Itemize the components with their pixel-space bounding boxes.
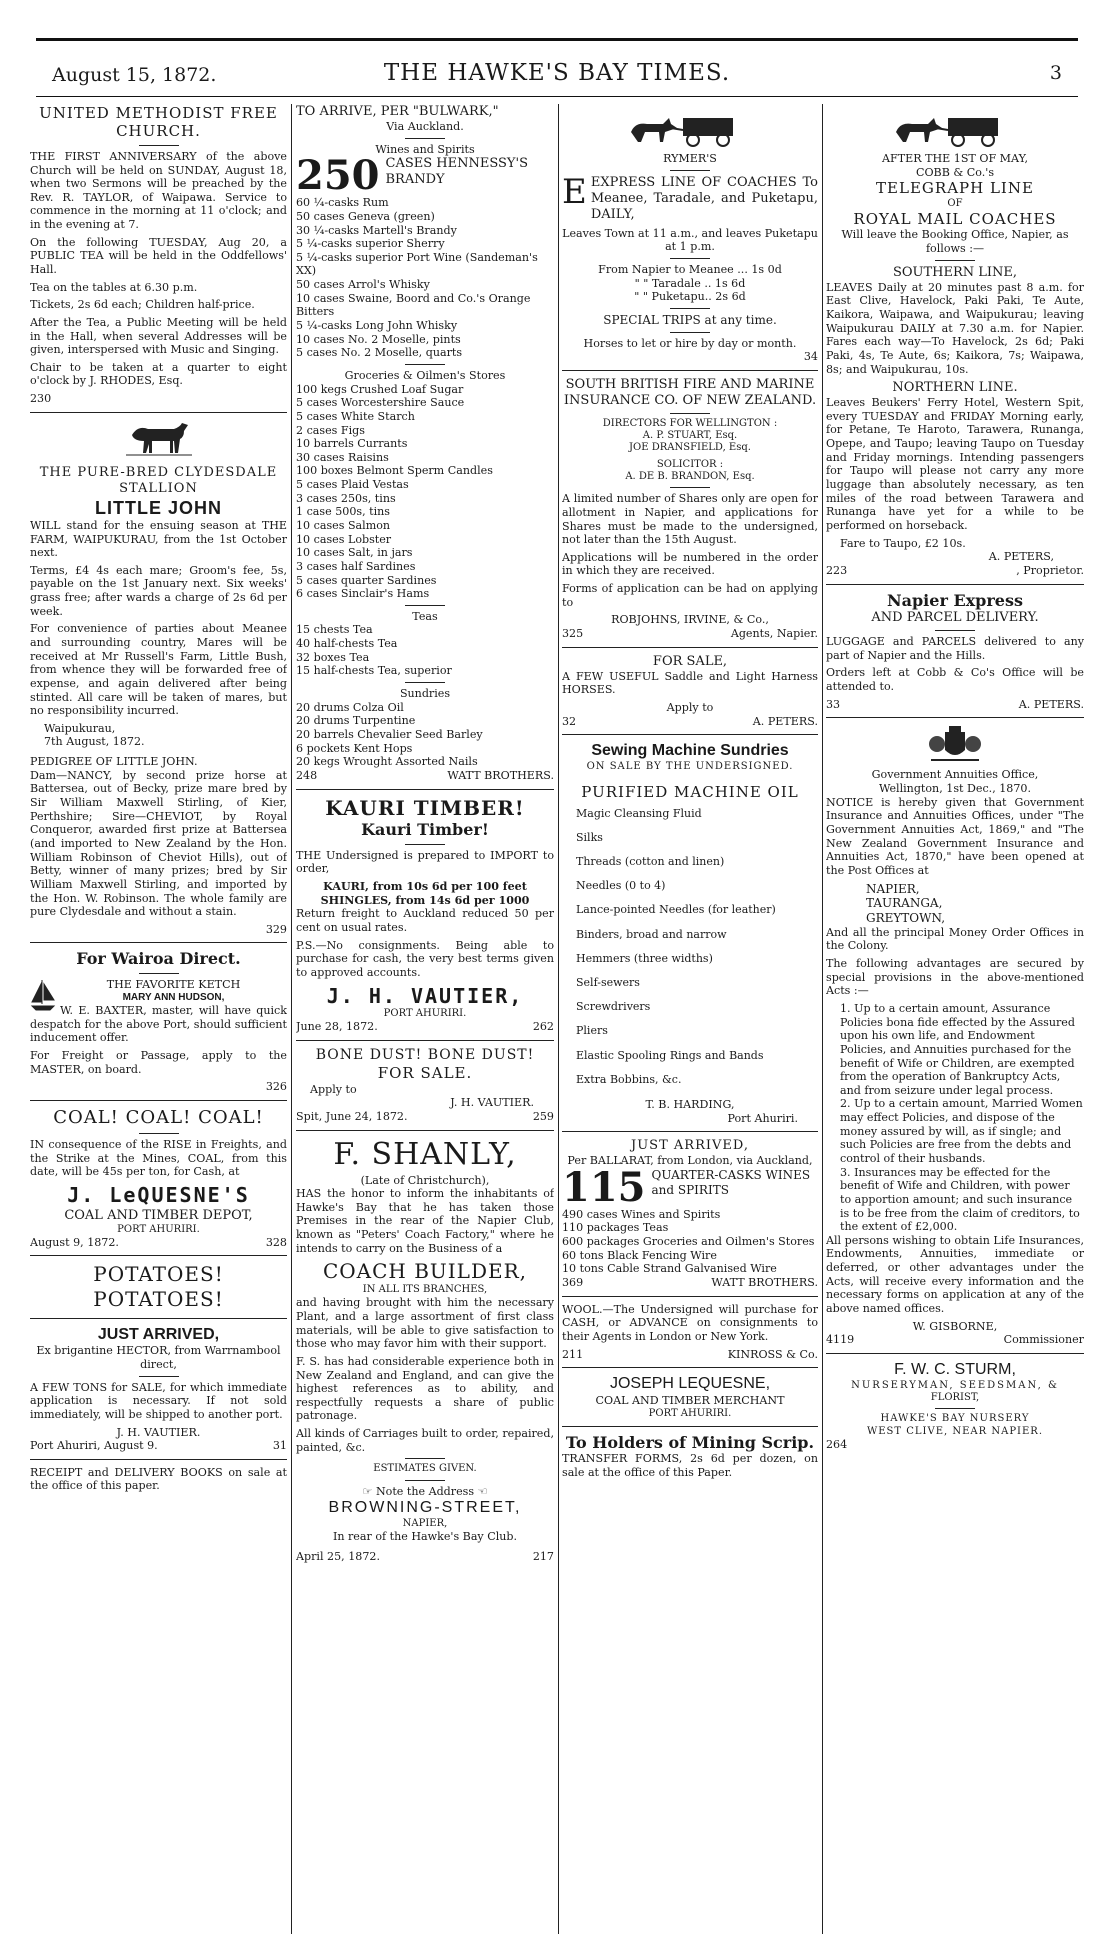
ad-place: Port Ahuriri. xyxy=(727,1111,798,1125)
ad-text: Forms of application can be had on applying to xyxy=(562,582,818,609)
list-item: Threads (cotton and linen) xyxy=(576,855,725,869)
ad-place: HAWKE'S BAY NURSERY xyxy=(880,1413,1030,1425)
issue-date: August 15, 1872. xyxy=(52,64,217,86)
ad-text: Leaves Town at 11 a.m., and leaves Puketapu at 1 p.m. xyxy=(562,226,818,254)
list-item: 15 half-chests Tea, superior xyxy=(296,664,452,678)
list-item: 1 case 500s, tins xyxy=(296,505,390,519)
address: BROWNING-STREET, xyxy=(328,1499,522,1517)
ad-signature: WATT BROTHERS. xyxy=(447,768,554,782)
ad-text: Applications will be numbered in the order in which they are received. xyxy=(562,550,818,578)
ad-signature: J. H. VAUTIER. xyxy=(116,1425,201,1439)
shanly-ad xyxy=(296,1137,554,1564)
ad-signature: W. GISBORNE, xyxy=(912,1319,998,1333)
ad-text: OF xyxy=(947,197,963,209)
list-item: 100 kegs Crushed Loaf Sugar xyxy=(296,382,464,396)
list-item: 10 cases Swaine, Boord and Co.'s Orange Bitters xyxy=(296,291,531,319)
ad-text: And all the principal Money Order Offices in the Colony. xyxy=(826,925,1084,953)
list-item: Silks xyxy=(576,830,603,844)
ad-text: Tickets, 2s 6d each; Children half-price. xyxy=(30,298,255,312)
ad-date: Spit, June 24, 1872. xyxy=(296,1110,408,1124)
ad-text: , Proprietor. xyxy=(1016,563,1084,577)
ad-text: QUARTER-CASKS WINES and SPIRITS xyxy=(651,1167,811,1197)
list-item: 6 pockets Kent Hops xyxy=(296,741,413,755)
merchant-name: J. LeQUESNE'S xyxy=(67,1182,250,1207)
wool-ad xyxy=(562,1303,818,1362)
list-item: 5 cases quarter Sardines xyxy=(296,573,437,587)
ad-text: A limited number of Shares only are open for allotment in Napier, and applications for Shares must be made to the undersigned, not later than the 15th August. xyxy=(562,492,818,547)
rymer-ad: RYMER'S EEXPRESS LINE OF COACHES To Meanee, Taradale, and Puketapu, DAILY, Leaves Town at 11 a.m., and leaves Puketapu at 1 p.m. From Napier to Meanee ... 1s 0d " " Taradale .. 1s 6d " " Puketapu.. 2s 6d SPECIAL TRIPS at any time. Horses to let or hire by day or month. 34 xyxy=(562,152,818,364)
ad-title: JUST ARRIVED, xyxy=(631,1138,749,1154)
ballarat-ad xyxy=(562,1138,818,1289)
header-rule xyxy=(36,96,1078,97)
column-2 xyxy=(296,104,554,1934)
ad-text: For Freight or Passage, apply to the MASTER, on board. xyxy=(30,1048,287,1076)
list-item: Screwdrivers xyxy=(576,1000,651,1014)
coach-icon xyxy=(625,108,755,148)
ad-text: Terms, £4 4s each mare; Groom's fee, 5s, payable on the 1st January next. Six weeks' grass free; after wards a charge of 2s 6d per week. xyxy=(30,563,287,618)
ad-number: 31 xyxy=(272,1439,287,1453)
ad-subtitle: SOLICITOR : xyxy=(656,458,724,470)
page-number: 3 xyxy=(1049,62,1062,84)
quantity-highlight: 250 xyxy=(296,152,380,200)
ad-title: RYMER'S xyxy=(663,152,717,165)
annuities-ad xyxy=(826,768,1084,1347)
list-item: 10 barrels Currants xyxy=(296,437,408,451)
ad-title: F. SHANLY, xyxy=(333,1136,517,1172)
section-heading: Teas xyxy=(412,609,438,623)
ad-place: PORT AHURIRI. xyxy=(117,1223,200,1235)
pointing-hand-icon: ☞ xyxy=(362,1484,373,1498)
methodist-ad xyxy=(30,104,287,406)
ad-title: TELEGRAPH LINE xyxy=(876,179,1034,198)
list-item: 10 cases Salt, in jars xyxy=(296,546,413,560)
ad-text: Will leave the Booking Office, Napier, as follows :— xyxy=(841,228,1069,256)
coal-ad xyxy=(30,1107,287,1250)
ad-subtitle: Via Auckland. xyxy=(386,119,464,133)
ad-number: 223 xyxy=(826,563,848,577)
bone-dust-ad xyxy=(296,1047,554,1124)
ad-date: June 28, 1872. xyxy=(296,1020,378,1034)
ad-number: 264 xyxy=(826,1437,848,1451)
ad-subtitle: COAL AND TIMBER DEPOT, xyxy=(64,1207,253,1223)
column-divider xyxy=(291,104,292,1934)
ad-date: August 9, 1872. xyxy=(30,1235,119,1249)
ad-text: LUGGAGE and PARCELS delivered to any part of Napier and the Hills. xyxy=(826,635,1084,662)
masthead-rule xyxy=(36,38,1078,41)
ad-text: Tea on the tables at 6.30 p.m. xyxy=(30,280,198,294)
section-heading: Sundries xyxy=(399,687,451,701)
ad-number: 217 xyxy=(532,1549,554,1563)
ad-text: For convenience of parties about Meanee and surrounding country, Mares will be received at Mr Russell's Farm, Little Bush, from whence they will be forwarded free of expense, and again delivered after being stinted. All care will be taken of mares, but no responsibility incurred. xyxy=(30,622,287,718)
ad-text: Ex brigantine HECTOR, from Warrnambool direct, xyxy=(36,1344,281,1371)
list-item: 20 drums Colza Oil xyxy=(296,700,404,714)
ad-text: WILL stand for the ensuing season at THE FARM, WAIPUKURAU, from the 1st October next. xyxy=(30,518,287,560)
list-item: 30 ¼-casks Martell's Brandy xyxy=(296,223,457,237)
list-item: 20 drums Turpentine xyxy=(296,714,416,728)
ad-subtitle: SOUTHERN LINE, xyxy=(892,264,1018,280)
ad-text: PURIFIED MACHINE OIL xyxy=(581,783,799,802)
sewing-ad xyxy=(562,741,818,1125)
ad-text: All kinds of Carriages built to order, repaired, painted, &c. xyxy=(296,1427,554,1454)
ad-text: Orders left at Cobb & Co's Office will be attended to. xyxy=(826,666,1084,694)
list-item: 50 cases Arrol's Whisky xyxy=(296,278,430,292)
ad-title: To Holders of Mining Scrip. xyxy=(565,1432,815,1452)
ad-place: PORT AHURIRI. xyxy=(383,1008,467,1020)
ad-price: SHINGLES, from 14s 6d per 1000 xyxy=(320,893,530,907)
ad-price: KAURI, from 10s 6d per 100 feet xyxy=(323,880,527,894)
list-item: 100 boxes Belmont Sperm Candles xyxy=(296,464,493,478)
list-item: 20 kegs Wrought Assorted Nails xyxy=(296,755,478,769)
ad-place: PORT AHURIRI. xyxy=(648,1407,732,1419)
ad-title: FOR SALE, xyxy=(652,653,728,669)
tea-list xyxy=(296,623,554,678)
ad-subtitle: IN ALL ITS BRANCHES, xyxy=(362,1284,488,1295)
ad-subtitle: JUST ARRIVED, xyxy=(97,1325,220,1343)
ad-title: STALLION xyxy=(119,480,198,496)
ad-text: Return freight to Auckland reduced 50 per cent on usual rates. xyxy=(296,907,554,934)
list-item: Hemmers (three widths) xyxy=(576,951,713,965)
ad-text: THE FIRST ANNIVERSARY of the above Church will be held on SUNDAY, August 18, when two Sermons will be preached by the Rev. R. TAYLOR, of Waipawa. Service to commence in the morning at 11 o'clock; and in the evening at 7. xyxy=(30,149,287,232)
list-item: 40 half-chests Tea xyxy=(296,637,398,651)
list-item: Lance-pointed Needles (for leather) xyxy=(576,903,776,917)
ad-number: 329 xyxy=(265,922,287,936)
ad-number: 262 xyxy=(532,1020,554,1034)
column-divider xyxy=(822,104,823,1934)
town-name: GREYTOWN, xyxy=(866,911,946,925)
ad-date: April 25, 1872. xyxy=(296,1549,380,1563)
ad-text: HAS the honor to inform the inhabitants of Hawke's Bay that he has taken those Premises in the rear of the Napier Club, known as "Peters' Coach Factory," where he intends to carry on the Business of a xyxy=(296,1187,554,1255)
express-ad xyxy=(826,591,1084,712)
sundries-list xyxy=(296,701,554,769)
ad-title: Government Annuities Office, xyxy=(871,768,1039,782)
ad-title: THE PURE-BRED CLYDESDALE xyxy=(39,464,278,480)
ad-title: CHURCH. xyxy=(116,122,201,141)
ad-text: A. P. STUART, Esq. xyxy=(642,430,738,442)
ad-subtitle: FLORIST, xyxy=(930,1391,980,1403)
town-name: NAPIER, xyxy=(866,881,920,896)
ad-text: Horses to let or hire by day or month. xyxy=(583,336,797,350)
ad-title: Sewing Machine Sundries xyxy=(591,742,789,760)
list-item: 60 tons Black Fencing Wire xyxy=(562,1248,717,1262)
ad-signature: ROBJOHNS, IRVINE, & Co., xyxy=(611,613,769,627)
list-item: 20 barrels Chevalier Seed Barley xyxy=(296,727,483,741)
ad-text: WOOL.—The Undersigned will purchase for CASH, or ADVANCE on consignments to their Agents in London or New York. xyxy=(562,1302,818,1343)
ad-subtitle: FOR SALE. xyxy=(377,1064,473,1083)
ad-text: A. DE B. BRANDON, Esq. xyxy=(625,470,755,482)
ad-subtitle: NORTHERN LINE. xyxy=(892,380,1018,396)
ad-text: Commissioner xyxy=(1003,1333,1084,1347)
ad-title: F. W. C. STURM, xyxy=(894,1360,1016,1378)
list-item: 1. Up to a certain amount, Assurance Policies bona fide effected by the Assured upon his own life, and Endowment Policies, and Annuities purchased for the benefit of Wife or Children, are exempted from the operation of Bankruptcy Acts, and from seizure under legal process. xyxy=(840,1001,1075,1097)
list-item: 490 cases Wines and Spirits xyxy=(562,1207,721,1221)
ad-text: All persons wishing to obtain Life Insurances, Endowments, Annuities, immediate or deferred, or other advantages under the Acts, will receive every information and the necessary forms on application at any of the above named offices. xyxy=(826,1233,1084,1316)
ad-subtitle: NURSERYMAN, SEEDSMAN, & xyxy=(851,1379,1059,1391)
ad-text: IN consequence of the RISE in Freights, and the Strike at the Mines, COAL, from this date, will be 45s per ton, for Cash, at xyxy=(30,1138,287,1179)
ad-number: 259 xyxy=(532,1110,554,1124)
list-item: 6 cases Sinclair's Hams xyxy=(296,587,430,601)
horse-icon xyxy=(124,419,194,461)
ad-title: TO ARRIVE, PER "BULWARK," xyxy=(296,104,499,119)
ad-text: EXPRESS LINE OF COACHES To Meanee, Taradale, and Puketapu, DAILY, xyxy=(590,174,818,222)
ad-text: Per BALLARAT, from London, via Auckland, xyxy=(567,1154,813,1168)
ad-subtitle: SPECIAL TRIPS at any time. xyxy=(603,312,777,327)
ad-text: Leaves Beukers' Ferry Hotel, Western Spit, every TUESDAY and FRIDAY Morning early, for Petane, Te Haroto, Tarawera, Runanga, Opepe, and Taupo; leaving Taupo on Tuesday and Friday mornings. Intending passengers for Taupo will please not carry any more luggage than absolutely necessary, as ten miles of the road between Tarawera and Runanga have yet for a while to be performed on horseback. xyxy=(826,396,1084,532)
list-item: 600 packages Groceries and Oilmen's Stores xyxy=(562,1235,815,1249)
fare-row: " " Puketapu.. 2s 6d xyxy=(634,290,746,304)
coach-icon xyxy=(890,108,1020,148)
wairoa-ad xyxy=(30,949,287,1093)
list-item: 2 cases Figs xyxy=(296,423,365,437)
section-heading: Groceries & Oilmen's Stores xyxy=(344,368,506,382)
list-item: 3 cases 250s, tins xyxy=(296,491,396,505)
ad-title: UNITED METHODIST FREE xyxy=(39,104,278,122)
ad-text: Agents, Napier. xyxy=(730,627,818,641)
column-4 xyxy=(826,104,1084,1934)
ad-subtitle: AND PARCEL DELIVERY. xyxy=(871,610,1039,626)
ad-place: NAPIER, xyxy=(402,1517,448,1529)
ad-text: In rear of the Hawke's Bay Club. xyxy=(332,1530,518,1544)
ad-text: After the Tea, a Public Meeting will be held in the Hall, when several Addresses will be given, interspersed with Music and Singing. xyxy=(30,315,287,357)
list-item: 10 cases Salmon xyxy=(296,519,391,532)
ad-place: WEST CLIVE, NEAR NAPIER. xyxy=(866,1425,1044,1437)
town-list xyxy=(826,882,1084,926)
page-header xyxy=(40,58,1074,90)
ad-text: Apply to xyxy=(666,700,714,714)
ad-signature: WATT BROTHERS. xyxy=(711,1276,818,1289)
ad-signature: A. PETERS. xyxy=(752,714,818,728)
ad-title: COAL! COAL! COAL! xyxy=(53,1106,264,1128)
receipt-ad: RECEIPT and DELIVERY BOOKS on sale at the office of this paper. xyxy=(30,1465,287,1493)
coat-of-arms-icon xyxy=(923,724,987,764)
column-divider xyxy=(558,104,559,1934)
ad-number: 32 xyxy=(562,714,577,728)
column-3 xyxy=(562,104,818,1934)
ad-date: Wellington, 1st Dec., 1870. xyxy=(878,782,1032,796)
list-item: 60 ¼-casks Rum xyxy=(296,196,389,210)
list-item: Extra Bobbins, &c. xyxy=(576,1072,682,1086)
newspaper-title: THE HAWKE'S BAY TIMES. xyxy=(383,60,731,86)
ad-text: THE Undersigned is prepared to IMPORT to order, xyxy=(296,848,554,876)
ad-text: Chair to be taken at a quarter to eight o'clock by J. RHODES, Esq. xyxy=(30,360,287,388)
clydesdale-ad xyxy=(30,465,287,937)
ad-text: NOTICE is hereby given that Government Insurance and Annuities Offices, under "The Government Annuities Act, 1869," and "The New Zealand Government Insurance and Annuities Act, 1870," have been opened at the Post Offices at xyxy=(826,795,1084,877)
fare-table xyxy=(562,263,818,304)
ad-signature: T. B. HARDING, xyxy=(645,1097,735,1111)
list-item: Binders, broad and narrow xyxy=(576,927,727,941)
list-item: 5 ¼-casks Long John Whisky xyxy=(296,319,458,333)
ad-number: 34 xyxy=(803,350,818,364)
ad-place: Waipukurau, xyxy=(44,721,116,735)
list-item: 110 packages Teas xyxy=(562,1221,669,1235)
ad-date: 7th August, 1872. xyxy=(44,735,145,749)
quantity-highlight: 115 xyxy=(562,1163,646,1211)
fare-row: " " Taradale .. 1s 6d xyxy=(634,276,746,290)
ad-title: KAURI TIMBER! xyxy=(325,795,525,820)
ad-text: A FEW TONS for SALE, for which immediate application is necessary. If not sold immediately, will be shipped to another port. xyxy=(30,1380,287,1421)
ad-signature: J. H. VAUTIER. xyxy=(450,1096,534,1110)
ad-number: 328 xyxy=(265,1235,287,1249)
bulwark-ad xyxy=(296,104,554,783)
ad-signature: A. PETERS. xyxy=(1018,697,1084,711)
ad-text: Dam—NANCY, by second prize horse at Battersea, out of Becky, prize mare bred by Sir William Maxwell Stirling, of Kier, Perthshire; Sire—CHEVIOT, by Royal Conqueror, awarded first prize at Battersea (and imported to New Zealand by the Hon. William Robinson of Cheviot Hills), out of Betty, winner of many prizes; bred by Sir William Maxwell Stirling, and imported by the Hon. W. Robinson. The whole family are pure Clydesdale and without a stain. xyxy=(30,768,287,919)
ad-subtitle: ESTIMATES GIVEN. xyxy=(373,1463,477,1475)
list-item: 10 cases No. 2 Moselle, pints xyxy=(296,332,461,346)
pointing-hand-icon: ☜ xyxy=(477,1484,488,1498)
list-item: Elastic Spooling Rings and Bands xyxy=(576,1048,764,1062)
ad-date: Port Ahuriri, August 9. xyxy=(30,1439,158,1453)
list-item: Pliers xyxy=(576,1024,608,1038)
ad-subtitle: Kauri Timber! xyxy=(361,820,489,840)
horse-name: LITTLE JOHN xyxy=(95,497,222,518)
list-item: 5 cases Plaid Vestas xyxy=(296,478,409,492)
sturm-ad xyxy=(826,1360,1084,1452)
ad-text: JOE DRANSFIELD, Esq. xyxy=(629,442,751,454)
list-item: 32 boxes Tea xyxy=(296,650,370,664)
list-item: 10 cases Lobster xyxy=(296,532,392,546)
grocery-list xyxy=(296,383,554,601)
list-item: 2. Up to a certain amount, Married Women may effect Policies, and dispose of the money assured by will, as if single; and such Policies are free from the debts and control of their husbands. xyxy=(840,1097,1083,1165)
ad-number: 33 xyxy=(826,697,841,711)
list-item: 30 cases Raisins xyxy=(296,450,389,464)
list-item: 15 chests Tea xyxy=(296,623,373,637)
ad-signature: KINROSS & Co. xyxy=(727,1347,818,1361)
ad-text: The following advantages are secured by special provisions in the above-mentioned Acts :— xyxy=(826,957,1084,998)
ad-subtitle: PEDIGREE OF LITTLE JOHN. xyxy=(30,755,198,769)
ad-text: THE FAVORITE KETCH xyxy=(106,978,241,992)
ad-text: TRANSFER FORMS, 2s 6d per dozen, on sale at the office of this Paper. xyxy=(562,1452,818,1480)
potatoes-ad xyxy=(30,1262,287,1452)
ad-subtitle: (Late of Christchurch), xyxy=(360,1173,490,1187)
ship-name: MARY ANN HUDSON, xyxy=(122,991,225,1003)
ad-title: AFTER THE 1ST OF MAY, xyxy=(881,152,1029,165)
trade-heading: COACH BUILDER, xyxy=(322,1259,528,1284)
ad-number: 326 xyxy=(265,1080,287,1094)
ship-icon xyxy=(30,978,56,1012)
kauri-ad xyxy=(296,796,554,1035)
list-item: 3. Insurances may be effected for the benefit of Wife and Children, with power to apportion amount; and such insurance is to be free from the claim of creditors, to the extent of £2,000. xyxy=(840,1165,1080,1234)
horses-sale-ad xyxy=(562,654,818,729)
ad-number: 369 xyxy=(562,1276,584,1289)
ad-title: BONE DUST! BONE DUST! xyxy=(315,1047,535,1064)
list-item: 5 cases No. 2 Moselle, quarts xyxy=(296,346,463,360)
cobb-ad xyxy=(826,152,1084,578)
ad-text: A FEW USEFUL Saddle and Light Harness HORSES. xyxy=(562,669,818,697)
fare-row: From Napier to Meanee ... 1s 0d xyxy=(598,262,782,276)
ad-text: CASES HENNESSY'S BRANDY xyxy=(385,156,528,188)
ad-text: Fare to Taupo, £2 10s. xyxy=(840,536,966,550)
wine-list xyxy=(296,196,554,360)
list-item: 5 cases Worcestershire Sauce xyxy=(296,396,465,410)
merchant-name: J. H. VAUTIER, xyxy=(326,983,524,1008)
ad-text: Note the Address xyxy=(375,1484,475,1498)
list-item: 5 ¼-casks superior Port Wine (Sandeman's XX) xyxy=(296,250,538,278)
advantages-list xyxy=(826,1002,1084,1234)
list-item: Magic Cleansing Fluid xyxy=(576,806,702,820)
lequesne-ad xyxy=(562,1374,818,1420)
list-item: Self-sewers xyxy=(576,975,640,989)
ad-title: JOSEPH LEQUESNE, xyxy=(609,1375,771,1393)
list-item: 3 cases half Sardines xyxy=(296,559,416,573)
ad-text: On the following TUESDAY, Aug 20, a PUBLIC TEA will be held in the Oddfellows' Hall. xyxy=(30,235,287,276)
column-1 xyxy=(30,104,287,1934)
sewing-items-list xyxy=(562,802,818,1092)
ad-text: Apply to xyxy=(310,1082,357,1096)
list-item: 5 cases White Starch xyxy=(296,409,415,423)
ad-subtitle: ON SALE BY THE UNDERSIGNED. xyxy=(586,760,794,772)
ad-number: 211 xyxy=(562,1347,584,1361)
list-item: 50 cases Geneva (green) xyxy=(296,209,435,223)
ad-number: 325 xyxy=(562,627,584,641)
list-item: Needles (0 to 4) xyxy=(576,879,666,893)
ad-title: POTATOES! POTATOES! xyxy=(93,1262,224,1312)
ad-number: 4119 xyxy=(826,1333,855,1347)
goods-list xyxy=(562,1208,818,1276)
town-name: TAURANGA, xyxy=(866,896,943,911)
ad-text: LEAVES Daily at 20 minutes past 8 a.m. for East Clive, Havelock, Paki Paki, Te Aute, Kaikora, Waipawa, and Waipukurau; leaving Waipukurau DAILY at 7.30 a.m. for Napier. Fares each way—To Havelock, 2s 6d; Paki Paki, 4s, Te Aute, 6s; Kaikora, 7s; Waipawa, 8s; and Waipukurau, 10s. xyxy=(826,280,1084,376)
ad-title: Napier Express xyxy=(887,590,1023,610)
ad-title: SOUTH BRITISH FIRE AND MARINE INSURANCE CO. OF NEW ZEALAND. xyxy=(563,376,817,408)
section-heading: Wines and Spirits xyxy=(375,142,475,156)
ad-signature: A. PETERS, xyxy=(988,550,1054,564)
list-item: 10 tons Cable Strand Galvanised Wire xyxy=(562,1262,777,1276)
ad-subtitle: DIRECTORS FOR WELLINGTON : xyxy=(602,417,778,429)
ad-number: 230 xyxy=(30,392,52,406)
ad-text: and having brought with him the necessary Plant, and a large assortment of first class materials, will be able to give satisfaction to those who may favor him with their support. xyxy=(296,1296,554,1351)
mining-scrip-ad xyxy=(562,1433,818,1480)
ad-text: F. S. has had considerable experience both in New Zealand and England, and can give the highest references as to ability, and respectfully requests a share of public patronage. xyxy=(296,1354,554,1423)
ad-title: ROYAL MAIL COACHES xyxy=(853,210,1057,229)
ad-number: 248 xyxy=(296,768,318,782)
ad-title: For Wairoa Direct. xyxy=(76,949,241,969)
list-item: 5 ¼-casks superior Sherry xyxy=(296,237,445,251)
ad-subtitle: COAL AND TIMBER MERCHANT xyxy=(595,1393,785,1407)
ad-title: COBB & Co.'s xyxy=(915,165,995,179)
ad-text: W. E. BAXTER, master, will have quick despatch for the above Port, should sufficient inducement offer. xyxy=(30,1004,287,1045)
south-british-ad xyxy=(562,377,818,641)
ad-text: P.S.—No consignments. Being able to purchase for cash, the very best terms given to approved accounts. xyxy=(296,938,554,979)
